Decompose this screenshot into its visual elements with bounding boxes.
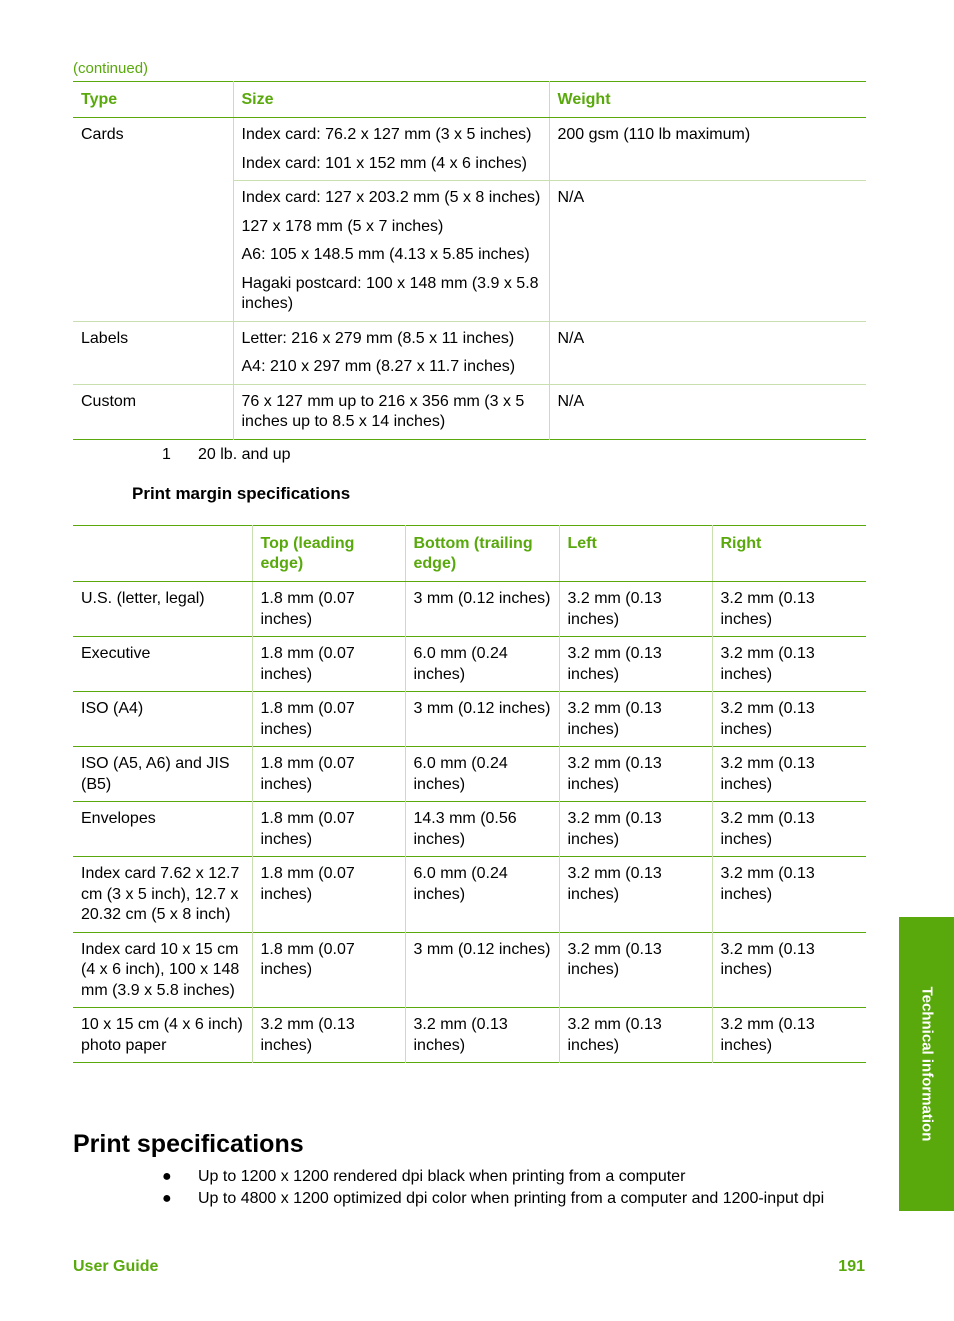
table-cell: 6.0 mm (0.24 inches) — [405, 857, 559, 933]
table-cell: 3.2 mm (0.13 inches) — [712, 747, 866, 802]
table-cell: 6.0 mm (0.24 inches) — [405, 747, 559, 802]
section-heading: Print margin specifications — [132, 484, 351, 503]
table-cell: 3.2 mm (0.13 inches) — [712, 692, 866, 747]
print-specs-heading: Print specifications — [73, 1130, 304, 1158]
list-item — [162, 1166, 824, 1188]
table-cell: 3.2 mm (0.13 inches) — [405, 1008, 559, 1063]
footnote — [162, 446, 291, 464]
table-row — [73, 802, 866, 857]
weight-cell: N/A — [549, 181, 866, 322]
size-line: Letter: 216 x 279 mm (8.5 x 11 inches) — [241, 329, 515, 347]
list-item-text: Up to 1200 x 1200 rendered dpi black when printing from a computer — [198, 1168, 686, 1185]
header-weight: Weight — [549, 82, 866, 118]
header-size: Size — [233, 82, 549, 118]
table-cell: Index card 10 x 15 cm (4 x 6 inch), 100 x 148 mm (3.9 x 5.8 inches) — [73, 932, 252, 1008]
table-row — [73, 181, 866, 322]
size-line: Hagaki postcard: 100 x 148 mm (3.9 x 5.8 inches) — [241, 274, 539, 312]
table-cell: Executive — [73, 637, 252, 692]
table-cell: 3.2 mm (0.13 inches) — [559, 582, 712, 637]
table-cell: 3.2 mm (0.13 inches) — [559, 802, 712, 857]
table-cell: 3.2 mm (0.13 inches) — [559, 857, 712, 933]
table-cell: 3.2 mm (0.13 inches) — [712, 582, 866, 637]
table-row — [73, 118, 866, 181]
table-cell: Index card 7.62 x 12.7 cm (3 x 5 inch), 12.7 x 20.32 cm (5 x 8 inch) — [73, 857, 252, 933]
size-line: Index card: 76.2 x 127 mm (3 x 5 inches) — [241, 126, 532, 143]
table-cell: Envelopes — [73, 802, 252, 857]
table-row — [73, 747, 866, 802]
footnote-text: 20 lb. and up — [198, 446, 291, 463]
header-bottom: Bottom (trailing edge) — [405, 526, 559, 582]
bullet-glyph: ● — [162, 1168, 172, 1185]
table-cell: ISO (A5, A6) and JIS (B5) — [73, 747, 252, 802]
weight-cell: 200 gsm (110 lb maximum) — [549, 118, 866, 181]
continued-label: (continued) — [73, 60, 149, 77]
header-left: Left — [559, 526, 712, 582]
table-cell: 1.8 mm (0.07 inches) — [252, 747, 405, 802]
weight-cell: N/A — [549, 384, 866, 439]
type-cell: Custom — [73, 384, 233, 439]
table-cell: 1.8 mm (0.07 inches) — [252, 802, 405, 857]
size-cell — [233, 181, 549, 322]
table-cell: 3 mm (0.12 inches) — [405, 932, 559, 1008]
table-row — [73, 1008, 866, 1063]
header-blank — [73, 526, 252, 582]
table-cell: 3.2 mm (0.13 inches) — [712, 932, 866, 1008]
print-specs-list — [162, 1166, 824, 1210]
page-number: 191 — [838, 1258, 865, 1275]
side-tab-label: Technical information — [918, 986, 935, 1142]
size-line: 127 x 178 mm (5 x 7 inches) — [241, 217, 444, 235]
table-cell: 1.8 mm (0.07 inches) — [252, 637, 405, 692]
table-cell: 3.2 mm (0.13 inches) — [559, 1008, 712, 1063]
table-cell: 3 mm (0.12 inches) — [405, 692, 559, 747]
type-cell: Cards — [81, 126, 124, 143]
table-cell: 1.8 mm (0.07 inches) — [252, 857, 405, 933]
table-cell: 3.2 mm (0.13 inches) — [252, 1008, 405, 1063]
header-type: Type — [73, 82, 233, 118]
side-tab — [899, 917, 954, 1211]
print-margin-table — [73, 525, 866, 1063]
table-cell: 3 mm (0.12 inches) — [405, 582, 559, 637]
table-row — [73, 857, 866, 933]
table-cell: 10 x 15 cm (4 x 6 inch) photo paper — [73, 1008, 252, 1063]
size-line: Index card: 127 x 203.2 mm (5 x 8 inches) — [241, 189, 541, 206]
table-cell: 3.2 mm (0.13 inches) — [559, 932, 712, 1008]
type-cell — [73, 181, 233, 322]
table-row — [73, 692, 866, 747]
size-cell — [233, 118, 549, 181]
table-cell: 1.8 mm (0.07 inches) — [252, 692, 405, 747]
table-cell: 3.2 mm (0.13 inches) — [559, 637, 712, 692]
list-item-text: Up to 4800 x 1200 optimized dpi color when printing from a computer and 1200-input dpi — [198, 1190, 825, 1207]
table-cell: 3.2 mm (0.13 inches) — [712, 857, 866, 933]
table-cell: 3.2 mm (0.13 inches) — [712, 1008, 866, 1063]
size-cell — [233, 321, 549, 384]
list-item — [162, 1188, 824, 1210]
table-cell: 6.0 mm (0.24 inches) — [405, 637, 559, 692]
table-cell: 1.8 mm (0.07 inches) — [252, 932, 405, 1008]
size-line: A6: 105 x 148.5 mm (4.13 x 5.85 inches) — [241, 246, 530, 263]
table-cell: ISO (A4) — [73, 692, 252, 747]
size-line: 76 x 127 mm up to 216 x 356 mm (3 x 5 inches up to 8.5 x 14 inches) — [241, 392, 525, 430]
weight-cell: N/A — [549, 321, 866, 384]
table-row — [73, 637, 866, 692]
footnote-number: 1 — [162, 446, 171, 463]
size-cell — [233, 384, 549, 439]
type-cell: Labels — [73, 321, 233, 384]
table-cell: 1.8 mm (0.07 inches) — [252, 582, 405, 637]
table-row — [73, 932, 866, 1008]
size-line: A4: 210 x 297 mm (8.27 x 11.7 inches) — [241, 358, 516, 375]
table-cell: 3.2 mm (0.13 inches) — [559, 692, 712, 747]
table-row — [73, 582, 866, 637]
header-top: Top (leading edge) — [252, 526, 405, 582]
table-cell: 3.2 mm (0.13 inches) — [559, 747, 712, 802]
footer-title: User Guide — [73, 1258, 159, 1275]
table-cell: U.S. (letter, legal) — [81, 590, 205, 607]
media-size-table — [73, 81, 866, 440]
bullet-glyph: ● — [162, 1190, 172, 1207]
table-row — [73, 384, 866, 439]
table-cell: 14.3 mm (0.56 inches) — [405, 802, 559, 857]
header-right: Right — [712, 526, 866, 582]
size-line: Index card: 101 x 152 mm (4 x 6 inches) — [241, 154, 527, 172]
table-cell: 3.2 mm (0.13 inches) — [712, 802, 866, 857]
table-row — [73, 321, 866, 384]
table-cell: 3.2 mm (0.13 inches) — [712, 637, 866, 692]
